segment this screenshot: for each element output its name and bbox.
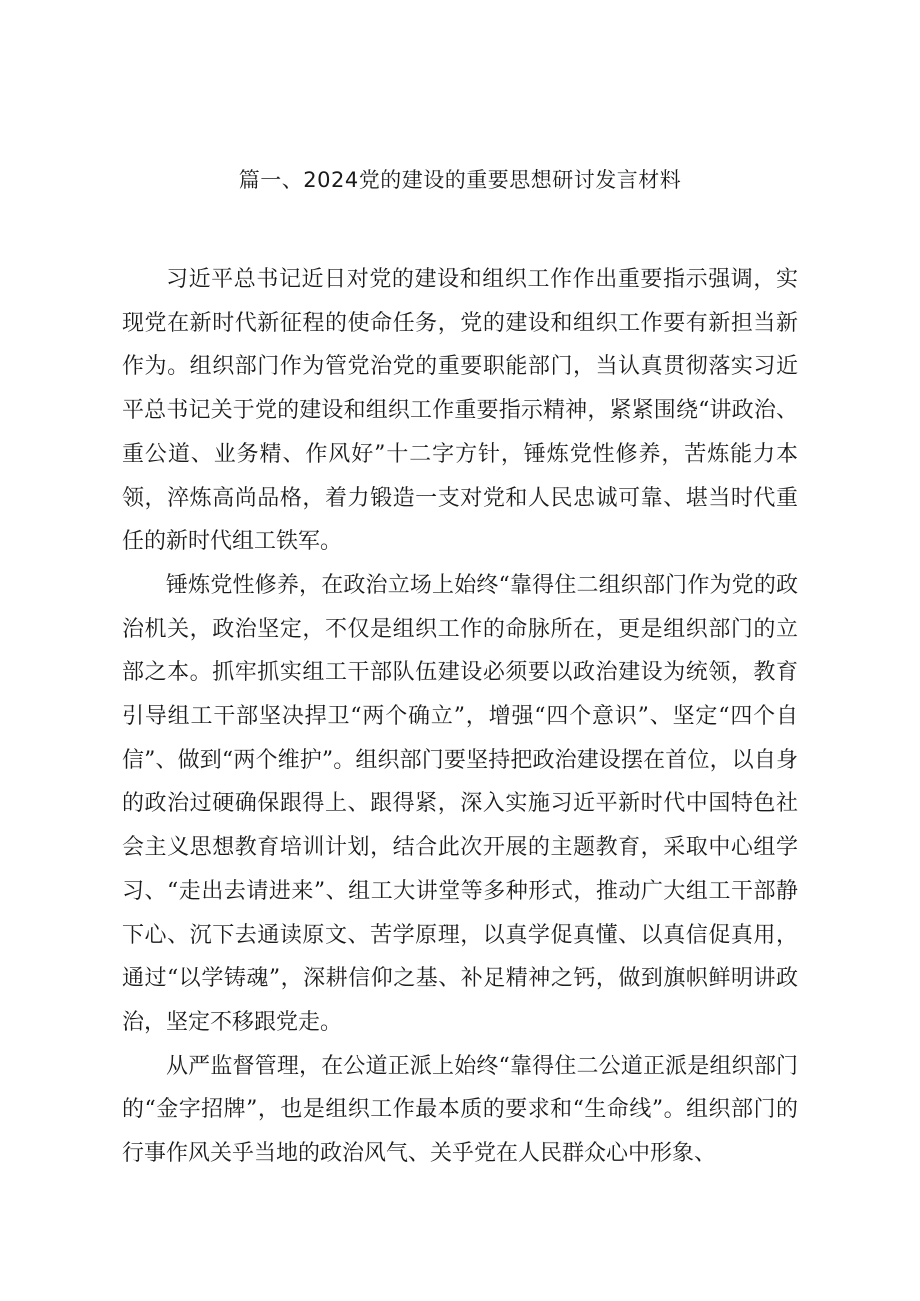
paragraph-2: 锤炼党性修养，在政治立场上始终“靠得住二组织部门作为党的政治机关，政治坚定，不仅是组织工作的命脉所在，更是组织部门的立部之本。抓牢抓实组工干部队伍建设必须要以政治建设为统领，教育引导组工干部坚决捍卫“两个确立”，增强“四个意识”、坚定“四个自信”、做到“两个维护”。组织部门要坚持把政治建设摆在首位，以自身的政治过硬确保跟得上、跟得紧，深入实施习近平新时代中国特色社会主义思想教育培训计划，结合此次开展的主题教育，采取中心组学习、“走出去请进来”、组工大讲堂等多种形式，推动广大组工干部静下心、沉下去通读原文、苦学原理，以真学促真懂、以真信促真用，通过“以学铸魂”，深耕信仰之基、补足精神之钙，做到旗帜鲜明讲政治，坚定不移跟党走。 [122,572,798,1035]
paragraph-1: 习近平总书记近日对党的建设和组织工作作出重要指示强调，实现党在新时代新征程的使命任务，党的建设和组织工作要有新担当新作为。组织部门作为管党治党的重要职能部门，当认真贯彻落实习近平总书记关于党的建设和组织工作重要指示精神，紧紧围绕“讲政治、重公道、业务精、作风好”十二字方针，锤炼党性修养，苦炼能力本领，淬炼高尚品格，着力锻造一支对党和人民忠诚可靠、堪当时代重任的新时代组工铁军。 [122,267,798,555]
paragraph-3: 从严监督管理，在公道正派上始终“靠得住二公道正派是组织部门的“金字招牌”，也是组织工作最本质的要求和“生命线”。组织部门的行事作风关乎当地的政治风气、关乎党在人民群众心中形象、 [122,1053,798,1167]
document-body [122,258,798,1176]
document-title: 篇一、2024党的建设的重要思想研讨发言材料 [238,168,682,192]
